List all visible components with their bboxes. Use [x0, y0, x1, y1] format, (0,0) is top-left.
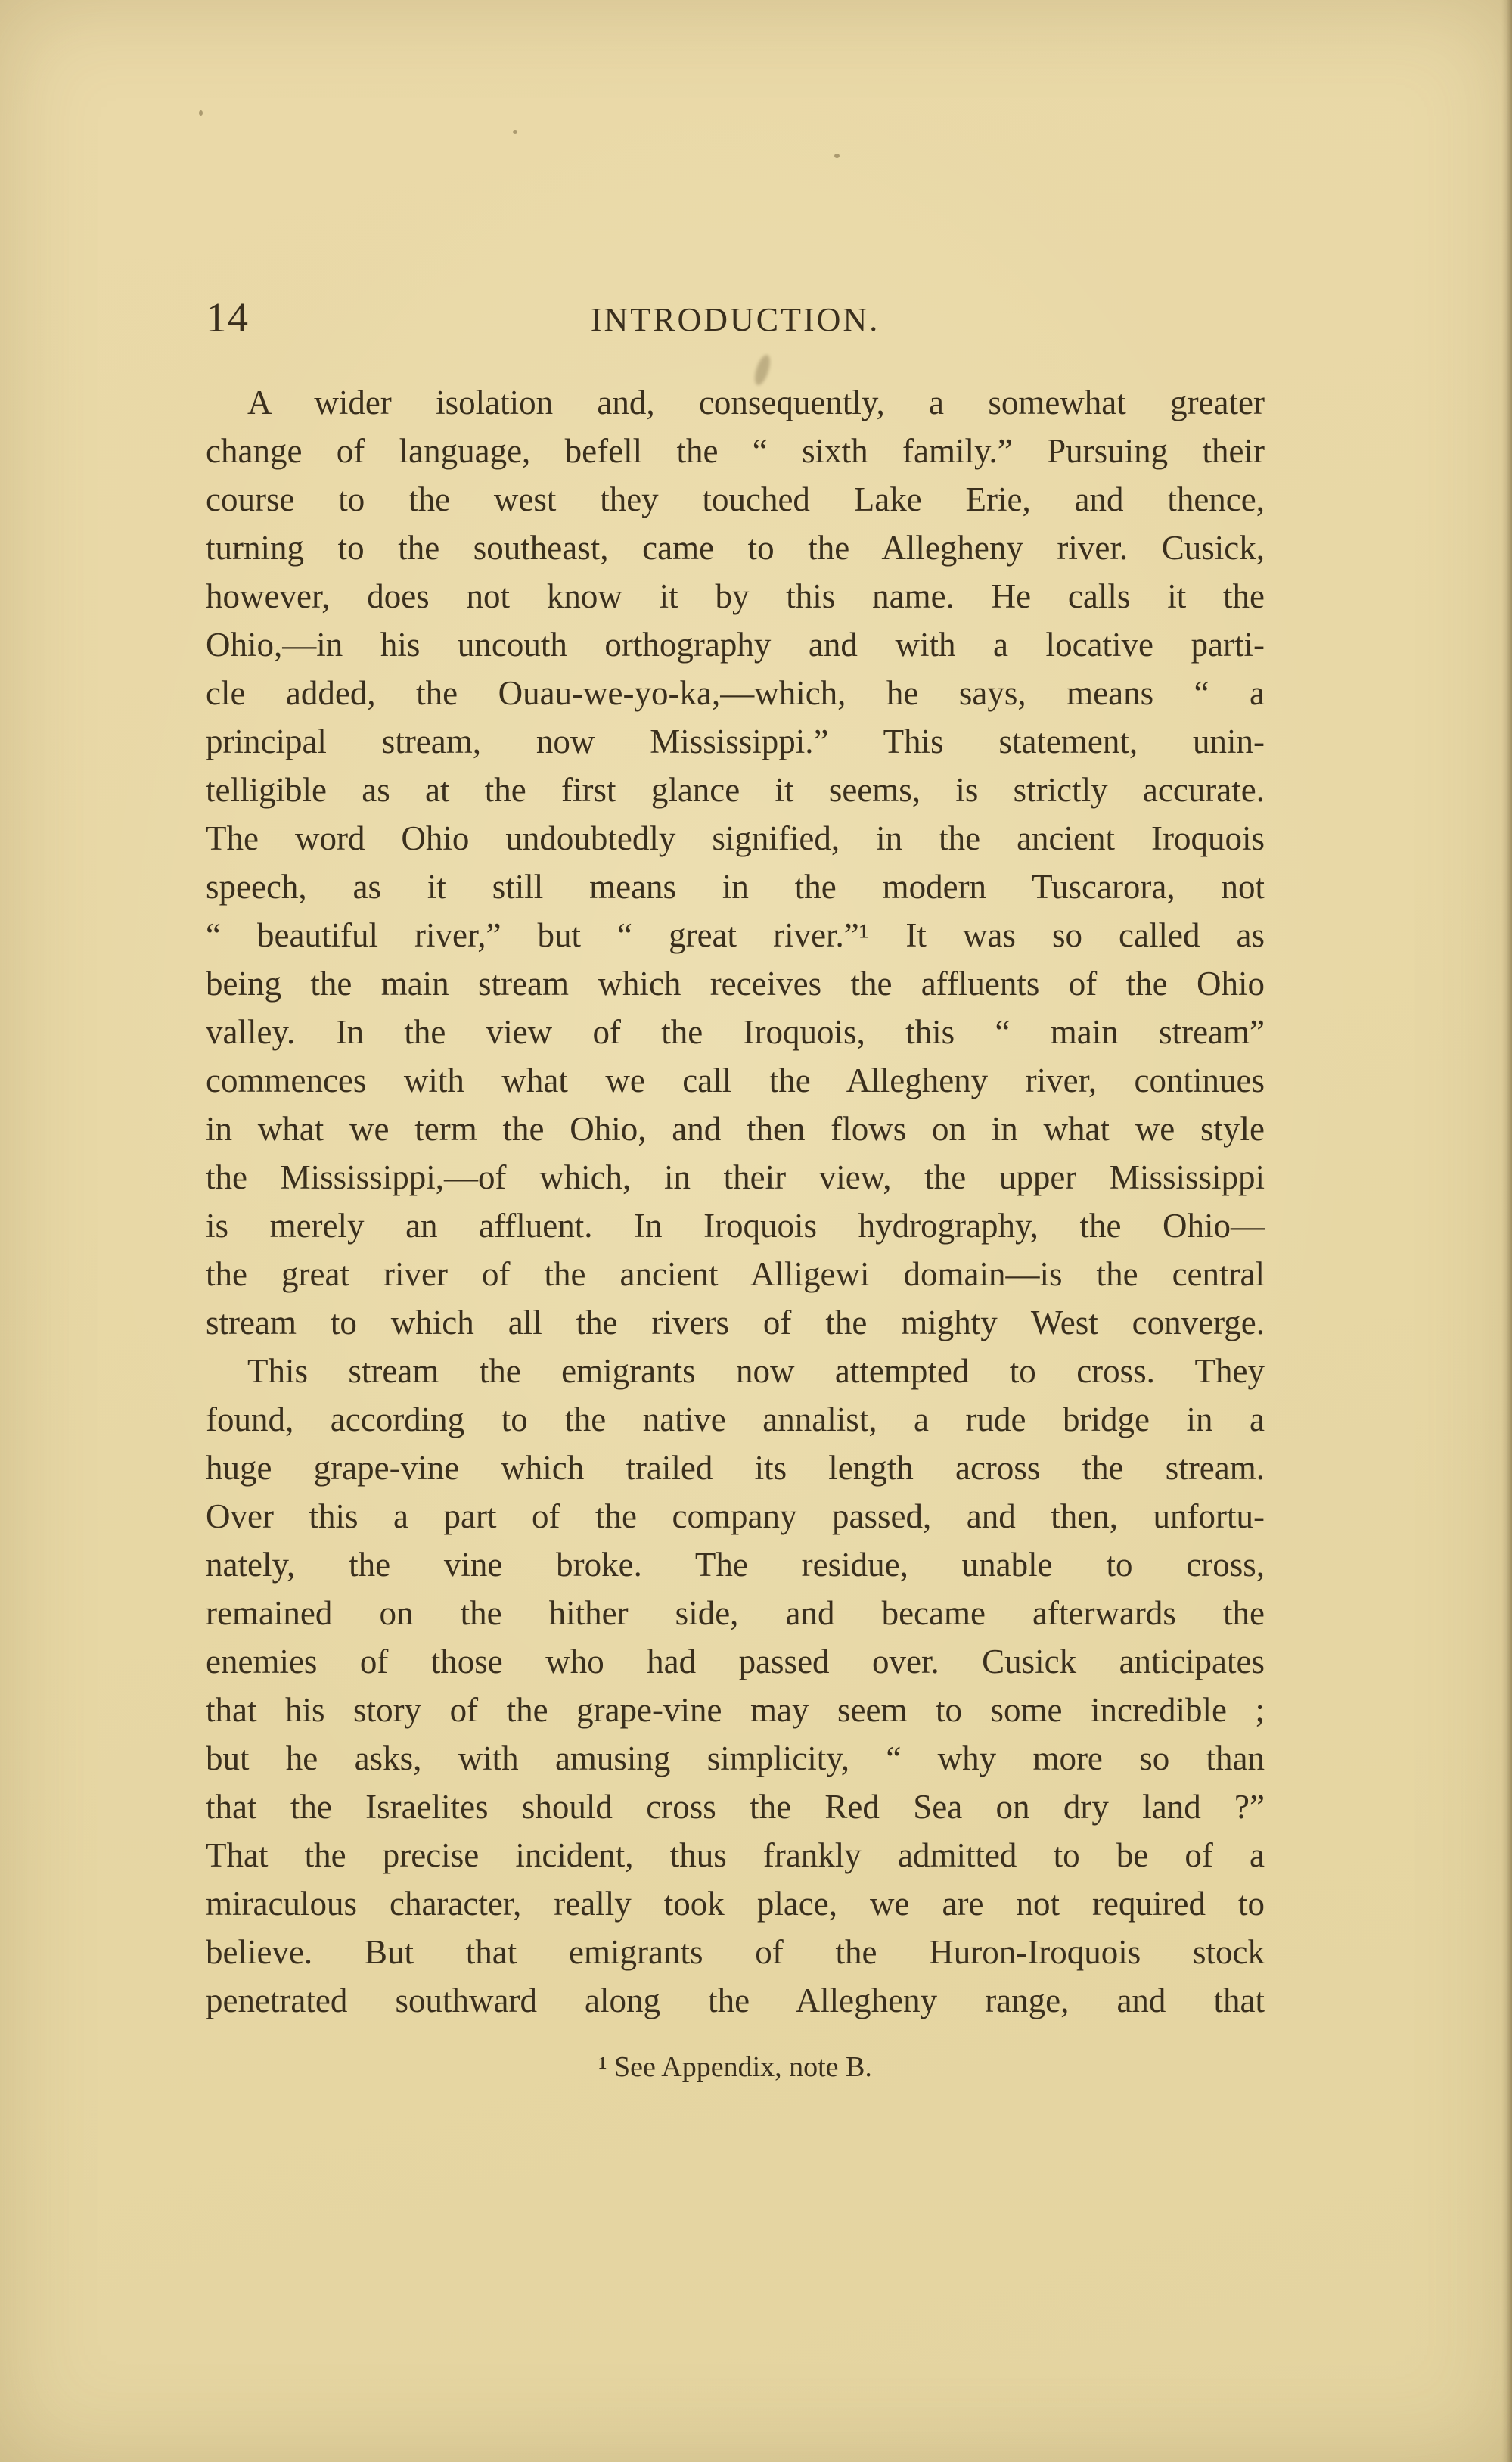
paragraph — [206, 1347, 1265, 2025]
text-line: believe. But that emigrants of the Huron-Iroquois stock — [206, 1933, 1265, 1971]
text-line: miraculous character, really took place, we are not required to — [206, 1885, 1265, 1923]
paper-speck — [513, 130, 517, 134]
text-line: Over this a part of the company passed, and then, unfortu- — [206, 1497, 1265, 1535]
text-line: huge grape-vine which trailed its length across the stream. — [206, 1449, 1265, 1487]
text-line: “ beautiful river,” but “ great river.”¹ It was so called as — [206, 916, 1265, 954]
text-line: found, according to the native annalist, a rude bridge in a — [206, 1400, 1265, 1438]
text-line: That the precise incident, thus frankly admitted to be of a — [206, 1836, 1265, 1874]
text-line: commences with what we call the Allegheny river, continues — [206, 1062, 1265, 1099]
text-line: that the Israelites should cross the Red Sea on dry land ?” — [206, 1788, 1265, 1826]
text-line: but he asks, with amusing simplicity, “ why more so than — [206, 1739, 1265, 1777]
page-edge-shading — [1501, 0, 1512, 2462]
page-number: 14 — [206, 294, 249, 340]
text-line: being the main stream which receives the affluents of the Ohio — [206, 965, 1265, 1003]
paragraph — [206, 378, 1265, 1347]
text-line: speech, as it still means in the modern Tuscarora, not — [206, 868, 1265, 906]
text-line: A wider isolation and, consequently, a somewhat greater — [247, 384, 1265, 421]
text-line: nately, the vine broke. The residue, unable to cross, — [206, 1546, 1265, 1584]
text-line: is merely an affluent. In Iroquois hydrography, the Ohio— — [206, 1207, 1265, 1245]
text-line: This stream the emigrants now attempted to cross. They — [247, 1352, 1265, 1390]
text-line: telligible as at the first glance it seems, is strictly accurate. — [206, 771, 1265, 809]
paper-speck — [199, 110, 203, 116]
text-line: penetrated southward along the Allegheny range, and that — [206, 1982, 1265, 2019]
text-line: that his story of the grape-vine may seem to some incredible ; — [206, 1691, 1265, 1729]
text-line: turning to the southeast, came to the Allegheny river. Cusick, — [206, 529, 1265, 567]
text-line: valley. In the view of the Iroquois, this “ main stream” — [206, 1013, 1265, 1051]
text-line: The word Ohio undoubtedly signified, in the ancient Iroquois — [206, 819, 1265, 857]
text-line: principal stream, now Mississippi.” This statement, unin- — [206, 723, 1265, 760]
text-line: stream to which all the rivers of the mighty West converge. — [206, 1304, 1265, 1341]
text-line: the great river of the ancient Alligewi domain—is the central — [206, 1255, 1265, 1293]
text-line: change of language, befell the “ sixth family.” Pursuing their — [206, 432, 1265, 470]
text-line: cle added, the Ouau-we-yo-ka,—which, he says, means “ a — [206, 674, 1265, 712]
text-line: however, does not know it by this name. He calls it the — [206, 577, 1265, 615]
text-line: course to the west they touched Lake Erie, and thence, — [206, 480, 1265, 518]
paper-speck — [834, 154, 840, 158]
text-line: the Mississippi,—of which, in their view, the upper Mississippi — [206, 1158, 1265, 1196]
text-line: Ohio,—in his uncouth orthography and with a locative parti- — [206, 626, 1265, 664]
footnote: ¹ See Appendix, note B. — [598, 2051, 872, 2083]
text-line: remained on the hither side, and became afterwards the — [206, 1594, 1265, 1632]
text-block — [206, 378, 1265, 2025]
running-header: INTRODUCTION. — [590, 301, 880, 338]
text-line: enemies of those who had passed over. Cusick anticipates — [206, 1643, 1265, 1680]
text-line: in what we term the Ohio, and then flows on in what we style — [206, 1110, 1265, 1148]
